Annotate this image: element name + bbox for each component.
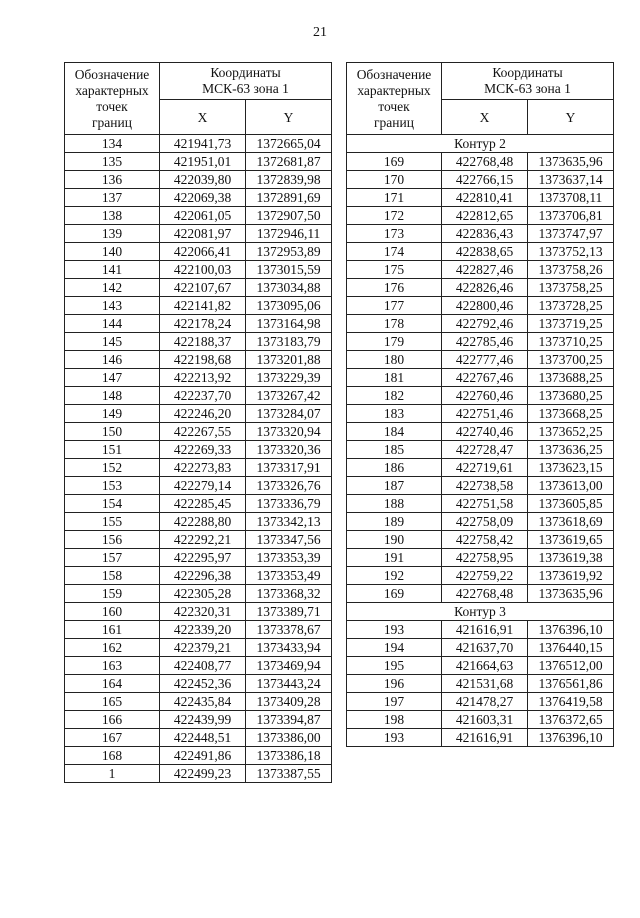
table-row bbox=[65, 261, 332, 279]
y-coordinate-cell: 1373183,79 bbox=[246, 333, 332, 351]
page-number: 21 bbox=[313, 25, 327, 40]
y-coordinate-cell: 1373605,85 bbox=[528, 495, 614, 513]
x-coordinate-cell: 422827,46 bbox=[442, 261, 528, 279]
x-coordinate-cell: 422066,41 bbox=[160, 243, 246, 261]
y-coordinate-cell: 1373635,96 bbox=[528, 585, 614, 603]
point-number-cell: 159 bbox=[65, 585, 160, 603]
point-number-cell: 178 bbox=[347, 315, 442, 333]
x-coordinate-cell: 422758,09 bbox=[442, 513, 528, 531]
point-number-cell: 158 bbox=[65, 567, 160, 585]
table-row bbox=[65, 729, 332, 747]
point-number-cell: 189 bbox=[347, 513, 442, 531]
table-row bbox=[65, 387, 332, 405]
point-number-cell: 191 bbox=[347, 549, 442, 567]
y-coordinate-cell: 1373284,07 bbox=[246, 405, 332, 423]
point-number-cell: 184 bbox=[347, 423, 442, 441]
table-row bbox=[347, 549, 614, 567]
table-row bbox=[65, 675, 332, 693]
x-coordinate-cell: 422279,14 bbox=[160, 477, 246, 495]
y-coordinate-cell: 1373680,25 bbox=[528, 387, 614, 405]
x-coordinate-cell: 422339,20 bbox=[160, 621, 246, 639]
x-coordinate-cell: 421951,01 bbox=[160, 153, 246, 171]
point-number-cell: 150 bbox=[65, 423, 160, 441]
point-number-cell: 153 bbox=[65, 477, 160, 495]
x-coordinate-cell: 422305,28 bbox=[160, 585, 246, 603]
point-number-cell: 160 bbox=[65, 603, 160, 621]
x-coordinate-cell: 421616,91 bbox=[442, 729, 528, 747]
x-coordinate-cell: 422448,51 bbox=[160, 729, 246, 747]
table-row bbox=[347, 495, 614, 513]
table-row bbox=[347, 693, 614, 711]
x-coordinate-cell: 422141,82 bbox=[160, 297, 246, 315]
y-coordinate-cell: 1373317,91 bbox=[246, 459, 332, 477]
table-row bbox=[347, 639, 614, 657]
table-row bbox=[65, 207, 332, 225]
point-number-cell: 144 bbox=[65, 315, 160, 333]
table-row bbox=[347, 225, 614, 243]
table-row bbox=[65, 477, 332, 495]
designation-header: Обозначение характерных точек границ bbox=[347, 63, 442, 135]
table-row bbox=[65, 153, 332, 171]
x-coordinate-cell: 422836,43 bbox=[442, 225, 528, 243]
y-coordinate-cell: 1373394,87 bbox=[246, 711, 332, 729]
y-coordinate-cell: 1373433,94 bbox=[246, 639, 332, 657]
point-number-cell: 180 bbox=[347, 351, 442, 369]
table-row bbox=[65, 639, 332, 657]
y-coordinate-cell: 1372953,89 bbox=[246, 243, 332, 261]
table-row bbox=[347, 711, 614, 729]
table-row bbox=[65, 711, 332, 729]
x-coordinate-cell: 422081,97 bbox=[160, 225, 246, 243]
x-coordinate-cell: 422758,42 bbox=[442, 531, 528, 549]
x-coordinate-cell: 422826,46 bbox=[442, 279, 528, 297]
y-coordinate-cell: 1373719,25 bbox=[528, 315, 614, 333]
point-number-cell: 156 bbox=[65, 531, 160, 549]
table-row bbox=[65, 279, 332, 297]
table-row bbox=[65, 405, 332, 423]
point-number-cell: 172 bbox=[347, 207, 442, 225]
table-row bbox=[347, 171, 614, 189]
y-coordinate-cell: 1373353,39 bbox=[246, 549, 332, 567]
point-number-cell: 181 bbox=[347, 369, 442, 387]
point-number-cell: 175 bbox=[347, 261, 442, 279]
y-coordinate-cell: 1373652,25 bbox=[528, 423, 614, 441]
y-coordinate-cell: 1373386,00 bbox=[246, 729, 332, 747]
table-row bbox=[65, 549, 332, 567]
point-number-cell: 190 bbox=[347, 531, 442, 549]
point-number-cell: 155 bbox=[65, 513, 160, 531]
x-coordinate-cell: 422785,46 bbox=[442, 333, 528, 351]
table-row bbox=[347, 621, 614, 639]
point-number-cell: 134 bbox=[65, 135, 160, 153]
x-coordinate-cell: 421664,63 bbox=[442, 657, 528, 675]
x-coordinate-cell: 422296,38 bbox=[160, 567, 246, 585]
point-number-cell: 152 bbox=[65, 459, 160, 477]
table-row bbox=[347, 423, 614, 441]
point-number-cell: 186 bbox=[347, 459, 442, 477]
table-row bbox=[65, 243, 332, 261]
point-number-cell: 197 bbox=[347, 693, 442, 711]
x-coordinate-cell: 422738,58 bbox=[442, 477, 528, 495]
x-coordinate-cell: 422768,48 bbox=[442, 585, 528, 603]
section-row bbox=[347, 603, 614, 621]
x-coordinate-cell: 422107,67 bbox=[160, 279, 246, 297]
x-coordinate-cell: 422269,33 bbox=[160, 441, 246, 459]
y-coordinate-cell: 1373378,67 bbox=[246, 621, 332, 639]
point-number-cell: 157 bbox=[65, 549, 160, 567]
x-coordinate-cell: 421637,70 bbox=[442, 639, 528, 657]
table-row bbox=[65, 513, 332, 531]
table-row bbox=[65, 495, 332, 513]
point-number-cell: 167 bbox=[65, 729, 160, 747]
y-coordinate-cell: 1373728,25 bbox=[528, 297, 614, 315]
x-coordinate-cell: 422751,58 bbox=[442, 495, 528, 513]
x-coordinate-cell: 422491,86 bbox=[160, 747, 246, 765]
point-number-cell: 149 bbox=[65, 405, 160, 423]
y-coordinate-cell: 1373708,11 bbox=[528, 189, 614, 207]
point-number-cell: 183 bbox=[347, 405, 442, 423]
table-row bbox=[65, 693, 332, 711]
point-number-cell: 169 bbox=[347, 585, 442, 603]
x-coordinate-cell: 422061,05 bbox=[160, 207, 246, 225]
y-coordinate-cell: 1373619,65 bbox=[528, 531, 614, 549]
table-row bbox=[65, 441, 332, 459]
y-coordinate-cell: 1373668,25 bbox=[528, 405, 614, 423]
y-coordinate-cell: 1373353,49 bbox=[246, 567, 332, 585]
point-number-cell: 170 bbox=[347, 171, 442, 189]
x-coordinate-cell: 422810,41 bbox=[442, 189, 528, 207]
y-coordinate-cell: 1373387,55 bbox=[246, 765, 332, 783]
header-row bbox=[347, 63, 614, 100]
coordinates-table-left-body bbox=[65, 63, 332, 783]
table-row bbox=[347, 531, 614, 549]
point-number-cell: 176 bbox=[347, 279, 442, 297]
x-coordinate-cell: 422792,46 bbox=[442, 315, 528, 333]
x-coordinate-cell: 422452,36 bbox=[160, 675, 246, 693]
y-coordinate-cell: 1373015,59 bbox=[246, 261, 332, 279]
x-coordinate-cell: 422439,99 bbox=[160, 711, 246, 729]
y-coordinate-cell: 1373635,96 bbox=[528, 153, 614, 171]
y-coordinate-cell: 1373619,38 bbox=[528, 549, 614, 567]
table-row bbox=[347, 729, 614, 747]
x-coordinate-cell: 421531,68 bbox=[442, 675, 528, 693]
table-row bbox=[65, 747, 332, 765]
y-coordinate-cell: 1373758,25 bbox=[528, 279, 614, 297]
table-row bbox=[347, 657, 614, 675]
x-coordinate-cell: 422767,46 bbox=[442, 369, 528, 387]
y-coordinate-cell: 1373342,13 bbox=[246, 513, 332, 531]
y-coordinate-cell: 1373619,92 bbox=[528, 567, 614, 585]
y-coordinate-cell: 1372907,50 bbox=[246, 207, 332, 225]
point-number-cell: 198 bbox=[347, 711, 442, 729]
point-number-cell: 162 bbox=[65, 639, 160, 657]
table-row bbox=[65, 297, 332, 315]
point-number-cell: 169 bbox=[347, 153, 442, 171]
y-coordinate-cell: 1373034,88 bbox=[246, 279, 332, 297]
x-header: X bbox=[442, 100, 528, 135]
x-coordinate-cell: 422292,21 bbox=[160, 531, 246, 549]
point-number-cell: 142 bbox=[65, 279, 160, 297]
point-number-cell: 139 bbox=[65, 225, 160, 243]
y-coordinate-cell: 1373326,76 bbox=[246, 477, 332, 495]
x-coordinate-cell: 421616,91 bbox=[442, 621, 528, 639]
y-coordinate-cell: 1373320,36 bbox=[246, 441, 332, 459]
y-coordinate-cell: 1376440,15 bbox=[528, 639, 614, 657]
y-coordinate-cell: 1376396,10 bbox=[528, 729, 614, 747]
point-number-cell: 151 bbox=[65, 441, 160, 459]
y-coordinate-cell: 1373409,28 bbox=[246, 693, 332, 711]
table-row bbox=[347, 153, 614, 171]
y-coordinate-cell: 1372946,11 bbox=[246, 225, 332, 243]
x-coordinate-cell: 421603,31 bbox=[442, 711, 528, 729]
x-coordinate-cell: 422188,37 bbox=[160, 333, 246, 351]
table-row bbox=[347, 441, 614, 459]
x-coordinate-cell: 422777,46 bbox=[442, 351, 528, 369]
table-row bbox=[65, 621, 332, 639]
x-coordinate-cell: 422295,97 bbox=[160, 549, 246, 567]
y-coordinate-cell: 1373386,18 bbox=[246, 747, 332, 765]
table-row bbox=[347, 585, 614, 603]
x-coordinate-cell: 422766,15 bbox=[442, 171, 528, 189]
point-number-cell: 166 bbox=[65, 711, 160, 729]
y-coordinate-cell: 1373637,14 bbox=[528, 171, 614, 189]
table-row bbox=[65, 765, 332, 783]
y-coordinate-cell: 1373443,24 bbox=[246, 675, 332, 693]
y-coordinate-cell: 1372839,98 bbox=[246, 171, 332, 189]
x-coordinate-cell: 422800,46 bbox=[442, 297, 528, 315]
y-coordinate-cell: 1373164,98 bbox=[246, 315, 332, 333]
x-coordinate-cell: 422838,65 bbox=[442, 243, 528, 261]
x-coordinate-cell: 422246,20 bbox=[160, 405, 246, 423]
y-coordinate-cell: 1373368,32 bbox=[246, 585, 332, 603]
point-number-cell: 171 bbox=[347, 189, 442, 207]
table-row bbox=[65, 315, 332, 333]
x-coordinate-cell: 421478,27 bbox=[442, 693, 528, 711]
point-number-cell: 148 bbox=[65, 387, 160, 405]
point-number-cell: 1 bbox=[65, 765, 160, 783]
y-coordinate-cell: 1373320,94 bbox=[246, 423, 332, 441]
point-number-cell: 182 bbox=[347, 387, 442, 405]
x-coordinate-cell: 422812,65 bbox=[442, 207, 528, 225]
point-number-cell: 135 bbox=[65, 153, 160, 171]
point-number-cell: 165 bbox=[65, 693, 160, 711]
y-coordinate-cell: 1376396,10 bbox=[528, 621, 614, 639]
y-header: Y bbox=[528, 100, 614, 135]
y-coordinate-cell: 1373095,06 bbox=[246, 297, 332, 315]
x-coordinate-cell: 422728,47 bbox=[442, 441, 528, 459]
table-row bbox=[347, 513, 614, 531]
point-number-cell: 187 bbox=[347, 477, 442, 495]
table-row bbox=[347, 477, 614, 495]
y-coordinate-cell: 1376419,58 bbox=[528, 693, 614, 711]
point-number-cell: 141 bbox=[65, 261, 160, 279]
table-row bbox=[65, 135, 332, 153]
section-row bbox=[347, 135, 614, 153]
x-coordinate-cell: 422273,83 bbox=[160, 459, 246, 477]
coordinates-header: Координаты МСК-63 зона 1 bbox=[160, 63, 332, 100]
point-number-cell: 174 bbox=[347, 243, 442, 261]
point-number-cell: 173 bbox=[347, 225, 442, 243]
point-number-cell: 138 bbox=[65, 207, 160, 225]
section-title: Контур 2 bbox=[347, 135, 614, 153]
x-coordinate-cell: 422039,80 bbox=[160, 171, 246, 189]
x-coordinate-cell: 422435,84 bbox=[160, 693, 246, 711]
point-number-cell: 188 bbox=[347, 495, 442, 513]
x-coordinate-cell: 422758,95 bbox=[442, 549, 528, 567]
header-row bbox=[65, 63, 332, 100]
y-coordinate-cell: 1373752,13 bbox=[528, 243, 614, 261]
y-coordinate-cell: 1376561,86 bbox=[528, 675, 614, 693]
y-coordinate-cell: 1373267,42 bbox=[246, 387, 332, 405]
y-coordinate-cell: 1373747,97 bbox=[528, 225, 614, 243]
x-coordinate-cell: 422379,21 bbox=[160, 639, 246, 657]
table-row bbox=[347, 567, 614, 585]
y-coordinate-cell: 1376512,00 bbox=[528, 657, 614, 675]
point-number-cell: 140 bbox=[65, 243, 160, 261]
point-number-cell: 164 bbox=[65, 675, 160, 693]
y-coordinate-cell: 1373700,25 bbox=[528, 351, 614, 369]
table-row bbox=[65, 369, 332, 387]
y-coordinate-cell: 1373618,69 bbox=[528, 513, 614, 531]
x-coordinate-cell: 422267,55 bbox=[160, 423, 246, 441]
point-number-cell: 194 bbox=[347, 639, 442, 657]
x-coordinate-cell: 422288,80 bbox=[160, 513, 246, 531]
y-coordinate-cell: 1373389,71 bbox=[246, 603, 332, 621]
table-row bbox=[65, 459, 332, 477]
table-row bbox=[347, 459, 614, 477]
table-row bbox=[347, 207, 614, 225]
y-coordinate-cell: 1373336,79 bbox=[246, 495, 332, 513]
table-row bbox=[347, 675, 614, 693]
table-row bbox=[347, 351, 614, 369]
y-header: Y bbox=[246, 100, 332, 135]
table-row bbox=[65, 333, 332, 351]
x-coordinate-cell: 422069,38 bbox=[160, 189, 246, 207]
y-coordinate-cell: 1372681,87 bbox=[246, 153, 332, 171]
table-row bbox=[65, 189, 332, 207]
table-row bbox=[65, 225, 332, 243]
table-row bbox=[347, 405, 614, 423]
point-number-cell: 195 bbox=[347, 657, 442, 675]
x-coordinate-cell: 422100,03 bbox=[160, 261, 246, 279]
x-header: X bbox=[160, 100, 246, 135]
x-coordinate-cell: 422320,31 bbox=[160, 603, 246, 621]
y-coordinate-cell: 1372665,04 bbox=[246, 135, 332, 153]
point-number-cell: 137 bbox=[65, 189, 160, 207]
y-coordinate-cell: 1373469,94 bbox=[246, 657, 332, 675]
x-coordinate-cell: 422408,77 bbox=[160, 657, 246, 675]
point-number-cell: 147 bbox=[65, 369, 160, 387]
point-number-cell: 193 bbox=[347, 621, 442, 639]
table-row bbox=[347, 315, 614, 333]
point-number-cell: 193 bbox=[347, 729, 442, 747]
x-coordinate-cell: 422237,70 bbox=[160, 387, 246, 405]
x-coordinate-cell: 422760,46 bbox=[442, 387, 528, 405]
table-row bbox=[347, 279, 614, 297]
point-number-cell: 145 bbox=[65, 333, 160, 351]
table-row bbox=[65, 585, 332, 603]
point-number-cell: 161 bbox=[65, 621, 160, 639]
y-coordinate-cell: 1372891,69 bbox=[246, 189, 332, 207]
point-number-cell: 163 bbox=[65, 657, 160, 675]
coordinates-table-right-body bbox=[347, 63, 614, 747]
table-row bbox=[65, 603, 332, 621]
x-coordinate-cell: 422751,46 bbox=[442, 405, 528, 423]
table-row bbox=[347, 243, 614, 261]
y-coordinate-cell: 1373706,81 bbox=[528, 207, 614, 225]
table-row bbox=[347, 261, 614, 279]
x-coordinate-cell: 421941,73 bbox=[160, 135, 246, 153]
table-row bbox=[347, 369, 614, 387]
section-title: Контур 3 bbox=[347, 603, 614, 621]
point-number-cell: 185 bbox=[347, 441, 442, 459]
table-row bbox=[347, 297, 614, 315]
y-coordinate-cell: 1373636,25 bbox=[528, 441, 614, 459]
table-row bbox=[347, 387, 614, 405]
coordinates-table-right bbox=[346, 62, 614, 747]
x-coordinate-cell: 422198,68 bbox=[160, 351, 246, 369]
x-coordinate-cell: 422759,22 bbox=[442, 567, 528, 585]
y-coordinate-cell: 1373623,15 bbox=[528, 459, 614, 477]
table-row bbox=[65, 657, 332, 675]
x-coordinate-cell: 422719,61 bbox=[442, 459, 528, 477]
y-coordinate-cell: 1373347,56 bbox=[246, 531, 332, 549]
y-coordinate-cell: 1373613,00 bbox=[528, 477, 614, 495]
point-number-cell: 154 bbox=[65, 495, 160, 513]
point-number-cell: 168 bbox=[65, 747, 160, 765]
x-coordinate-cell: 422499,23 bbox=[160, 765, 246, 783]
point-number-cell: 136 bbox=[65, 171, 160, 189]
y-coordinate-cell: 1373710,25 bbox=[528, 333, 614, 351]
coordinates-table-left bbox=[64, 62, 332, 783]
y-coordinate-cell: 1373758,26 bbox=[528, 261, 614, 279]
x-coordinate-cell: 422768,48 bbox=[442, 153, 528, 171]
table-row bbox=[65, 423, 332, 441]
designation-header: Обозначение характерных точек границ bbox=[65, 63, 160, 135]
point-number-cell: 177 bbox=[347, 297, 442, 315]
point-number-cell: 143 bbox=[65, 297, 160, 315]
x-coordinate-cell: 422213,92 bbox=[160, 369, 246, 387]
point-number-cell: 146 bbox=[65, 351, 160, 369]
table-row bbox=[347, 189, 614, 207]
point-number-cell: 196 bbox=[347, 675, 442, 693]
table-row bbox=[65, 531, 332, 549]
table-row bbox=[65, 567, 332, 585]
x-coordinate-cell: 422285,45 bbox=[160, 495, 246, 513]
coordinates-header: Координаты МСК-63 зона 1 bbox=[442, 63, 614, 100]
table-row bbox=[65, 351, 332, 369]
point-number-cell: 179 bbox=[347, 333, 442, 351]
y-coordinate-cell: 1373201,88 bbox=[246, 351, 332, 369]
x-coordinate-cell: 422740,46 bbox=[442, 423, 528, 441]
table-row bbox=[347, 333, 614, 351]
y-coordinate-cell: 1373229,39 bbox=[246, 369, 332, 387]
table-row bbox=[65, 171, 332, 189]
x-coordinate-cell: 422178,24 bbox=[160, 315, 246, 333]
y-coordinate-cell: 1373688,25 bbox=[528, 369, 614, 387]
y-coordinate-cell: 1376372,65 bbox=[528, 711, 614, 729]
point-number-cell: 192 bbox=[347, 567, 442, 585]
